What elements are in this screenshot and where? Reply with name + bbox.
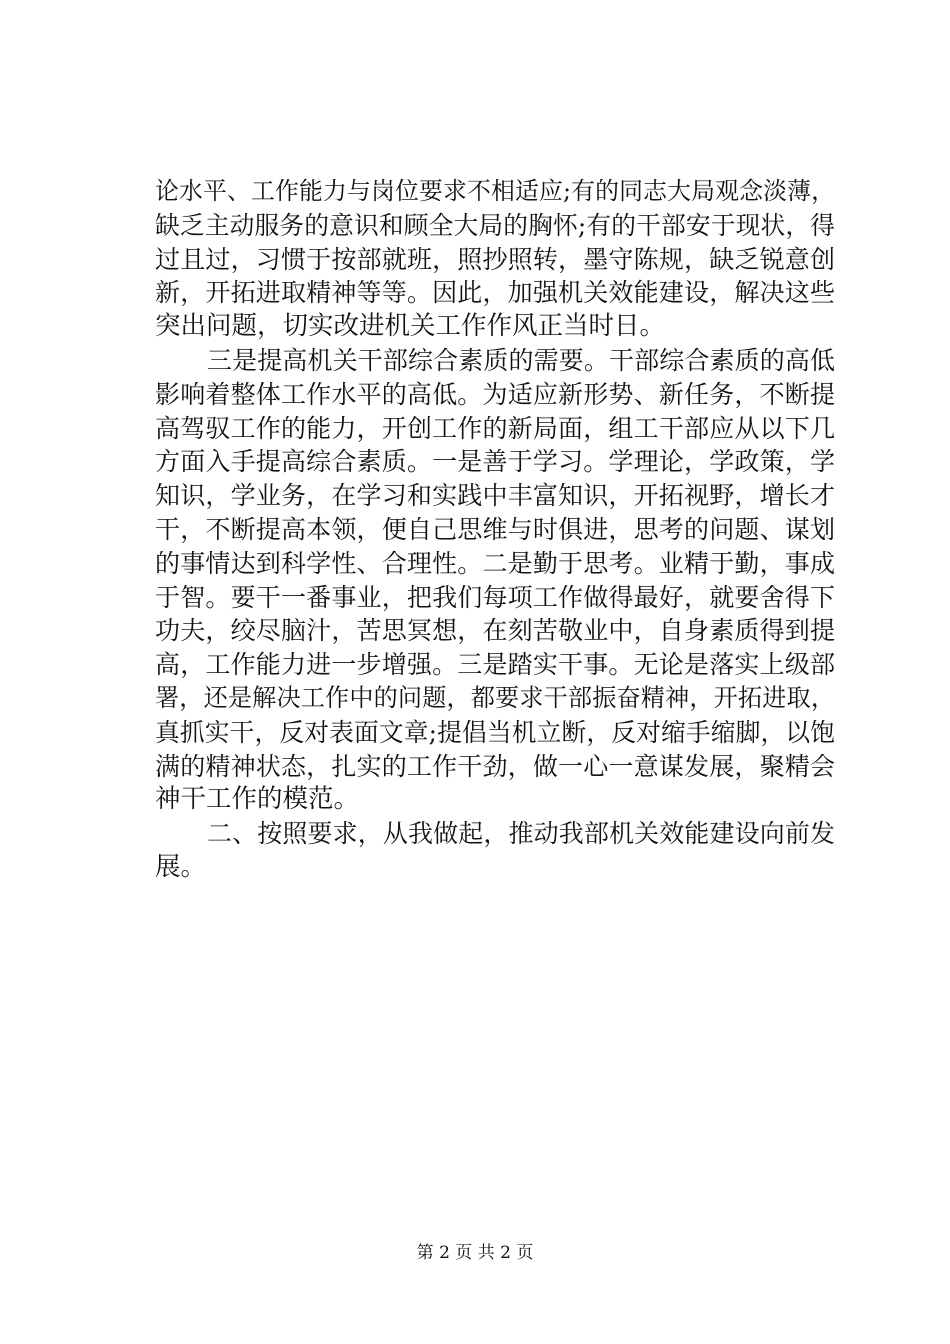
document-body xyxy=(155,175,835,885)
page-number: 第 2 页 共 2 页 xyxy=(416,1243,534,1263)
text-line: 新，开拓进取精神等等。因此，加强机关效能建设，解决这些 xyxy=(155,278,835,308)
text-line: 影响着整体工作水平的高低。为适应新形势、新任务，不断提 xyxy=(155,379,835,409)
text-line: 高，工作能力进一步增强。三是踏实干事。无论是落实上级部 xyxy=(155,650,835,680)
text-line: 署，还是解决工作中的问题，都要求干部振奋精神，开拓进取， xyxy=(155,683,835,712)
text-line: 展。 xyxy=(155,851,207,882)
text-line: 高驾驭工作的能力，开创工作的新局面，组工干部应从以下几 xyxy=(155,413,835,443)
text-line: 三是提高机关干部综合素质的需要。干部综合素质的高低 xyxy=(207,345,835,375)
text-line: 突出问题，切实改进机关工作作风正当时日。 xyxy=(155,311,666,342)
text-line: 论水平、工作能力与岗位要求不相适应;有的同志大局观念淡薄， xyxy=(155,177,835,205)
text-line: 知识，学业务，在学习和实践中丰富知识，开拓视野，增长才 xyxy=(155,481,835,511)
text-line: 神干工作的模范。 xyxy=(155,784,360,815)
page-footer xyxy=(0,1242,950,1264)
text-line: 于智。要干一番事业，把我们每项工作做得最好，就要舍得下 xyxy=(155,582,835,612)
text-line: 过且过，习惯于按部就班，照抄照转，墨守陈规，缺乏锐意创 xyxy=(155,244,835,274)
text-line: 干，不断提高本领，便自己思维与时俱进，思考的问题、谋划 xyxy=(155,514,835,544)
text-line: 的事情达到科学性、合理性。二是勤于思考。业精于勤，事成 xyxy=(155,548,835,578)
text-line: 满的精神状态，扎实的工作干劲，做一心一意谋发展，聚精会 xyxy=(155,751,835,781)
text-line: 功夫，绞尽脑汁，苦思冥想，在刻苦敬业中，自身素质得到提 xyxy=(155,616,835,646)
text-line: 真抓实干，反对表面文章;提倡当机立断，反对缩手缩脚，以饱 xyxy=(155,717,835,747)
text-line: 缺乏主动服务的意识和顾全大局的胸怀;有的干部安于现状，得 xyxy=(155,210,835,240)
text-line: 二、按照要求，从我做起，推动我部机关效能建设向前发 xyxy=(207,819,835,849)
text-line: 方面入手提高综合素质。一是善于学习。学理论，学政策，学 xyxy=(155,447,835,477)
